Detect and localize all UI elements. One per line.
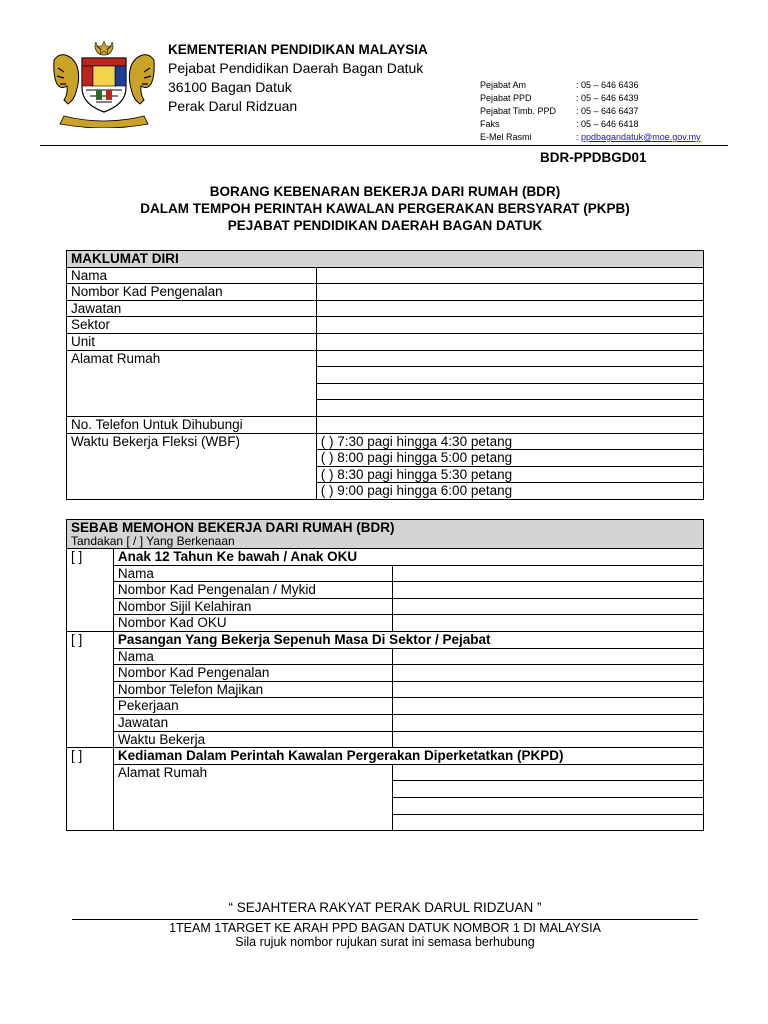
address-line-4-input[interactable] [316, 400, 703, 417]
field-label: Alamat Rumah [67, 350, 317, 416]
contact-value: : 05 – 646 6437 [576, 106, 639, 116]
group-title: Kediaman Dalam Perintah Kawalan Pergerakan Diperketatkan (PKPD) [113, 748, 703, 765]
postcode-town: 36100 Bagan Datuk [168, 79, 292, 95]
contact-label: E-Mel Rasmi [480, 132, 532, 142]
phone-input[interactable] [316, 416, 703, 433]
birth-cert-input[interactable] [392, 598, 703, 615]
contact-label: Faks [480, 119, 500, 129]
spouse-name-input[interactable] [392, 648, 703, 665]
field-label: Nombor Kad Pengenalan [67, 284, 317, 301]
field-label: Waktu Bekerja Fleksi (WBF) [67, 433, 317, 499]
wbf-option[interactable]: ( ) 9:00 pagi hingga 6:00 petang [316, 483, 703, 500]
name-input[interactable] [316, 267, 703, 284]
checkbox-anak[interactable]: [ ] [67, 549, 114, 632]
pkpd-address-line-2-input[interactable] [392, 781, 703, 798]
spouse-ic-input[interactable] [392, 665, 703, 682]
office-name: Pejabat Pendidikan Daerah Bagan Datuk [168, 60, 424, 76]
address-line-2-input[interactable] [316, 367, 703, 384]
personal-info-table [66, 250, 704, 500]
contact-label: Pejabat Am [480, 80, 527, 90]
contact-list [478, 78, 703, 145]
employer-phone-input[interactable] [392, 681, 703, 698]
child-name-input[interactable] [392, 565, 703, 582]
field-label: Waktu Bekerja [113, 731, 392, 748]
field-label: Nama [67, 267, 317, 284]
checkbox-pkpd[interactable]: [ ] [67, 748, 114, 831]
malaysia-coat-of-arms-icon [46, 38, 162, 128]
field-label: Nombor Kad Pengenalan [113, 665, 392, 682]
pkpd-address-line-3-input[interactable] [392, 797, 703, 814]
field-label: Jawatan [113, 714, 392, 731]
field-label: No. Telefon Untuk Dihubungi [67, 416, 317, 433]
contact-value: : 05 – 646 6418 [576, 119, 639, 129]
spouse-position-input[interactable] [392, 714, 703, 731]
title-line-3: PEJABAT PENDIDIKAN DAERAH BAGAN DATUK [227, 218, 543, 233]
footer-motto: “ SEJAHTERA RAKYAT PERAK DARUL RIDZUAN ” [228, 900, 542, 915]
field-label: Pekerjaan [113, 698, 392, 715]
occupation-input[interactable] [392, 698, 703, 715]
position-input[interactable] [316, 300, 703, 317]
pkpd-address-line-4-input[interactable] [392, 814, 703, 831]
pkpd-address-line-1-input[interactable] [392, 764, 703, 781]
field-label: Nombor Sijil Kelahiran [113, 598, 392, 615]
title-line-2: DALAM TEMPOH PERINTAH KAWALAN PERGERAKAN BERSYARAT (PKPB) [140, 201, 630, 216]
address-line-1-input[interactable] [316, 350, 703, 367]
contact-label: Pejabat Timb. PPD [480, 106, 557, 116]
contact-label: Pejabat PPD [480, 93, 532, 103]
wbf-option[interactable]: ( ) 8:30 pagi hingga 5:30 petang [316, 466, 703, 483]
field-label: Nombor Telefon Majikan [113, 681, 392, 698]
bdr-reason-table [66, 519, 704, 831]
contact-value: : [576, 132, 582, 142]
section-heading [67, 520, 704, 549]
form-title [66, 183, 704, 234]
email-link[interactable]: ppdbagandatuk@moe.gov.my [581, 132, 701, 142]
header-divider [40, 145, 728, 146]
checkbox-pasangan[interactable]: [ ] [67, 631, 114, 747]
reference-code: BDR-PPDBGD01 [540, 150, 647, 165]
wbf-option[interactable]: ( ) 7:30 pagi hingga 4:30 petang [316, 433, 703, 450]
section-instruction: Tandakan [ / ] Yang Berkenaan [71, 534, 235, 548]
field-label: Alamat Rumah [113, 764, 392, 830]
letterhead-address [168, 40, 428, 116]
footer-slogan: 1TEAM 1TARGET KE ARAH PPD BAGAN DATUK NOMBOR 1 DI MALAYSIA [169, 921, 601, 935]
group-title: Pasangan Yang Bekerja Sepenuh Masa Di Sektor / Pejabat [113, 631, 703, 648]
field-label: Sektor [67, 317, 317, 334]
title-line-1: BORANG KEBENARAN BEKERJA DARI RUMAH (BDR) [209, 184, 561, 199]
group-title: Anak 12 Tahun Ke bawah / Anak OKU [113, 549, 703, 566]
sector-input[interactable] [316, 317, 703, 334]
field-label: Unit [67, 333, 317, 350]
child-ic-input[interactable] [392, 582, 703, 599]
field-label: Nama [113, 648, 392, 665]
footer-divider [72, 919, 698, 920]
section-heading: MAKLUMAT DIRI [67, 251, 704, 268]
address-line-3-input[interactable] [316, 383, 703, 400]
field-label: Nama [113, 565, 392, 582]
working-hours-input[interactable] [392, 731, 703, 748]
footer-note: Sila rujuk nombor rujukan surat ini semasa berhubung [235, 935, 535, 949]
section-title: SEBAB MEMOHON BEKERJA DARI RUMAH (BDR) [71, 520, 395, 535]
field-label: Jawatan [67, 300, 317, 317]
contact-value: : 05 – 646 6439 [576, 93, 639, 103]
wbf-option[interactable]: ( ) 8:00 pagi hingga 5:00 petang [316, 450, 703, 467]
ic-number-input[interactable] [316, 284, 703, 301]
ministry-name: KEMENTERIAN PENDIDIKAN MALAYSIA [168, 42, 428, 57]
contact-value: : 05 – 646 6436 [576, 80, 639, 90]
oku-card-input[interactable] [392, 615, 703, 632]
state-name: Perak Darul Ridzuan [168, 98, 298, 114]
field-label: Nombor Kad Pengenalan / Mykid [113, 582, 392, 599]
field-label: Nombor Kad OKU [113, 615, 392, 632]
unit-input[interactable] [316, 333, 703, 350]
